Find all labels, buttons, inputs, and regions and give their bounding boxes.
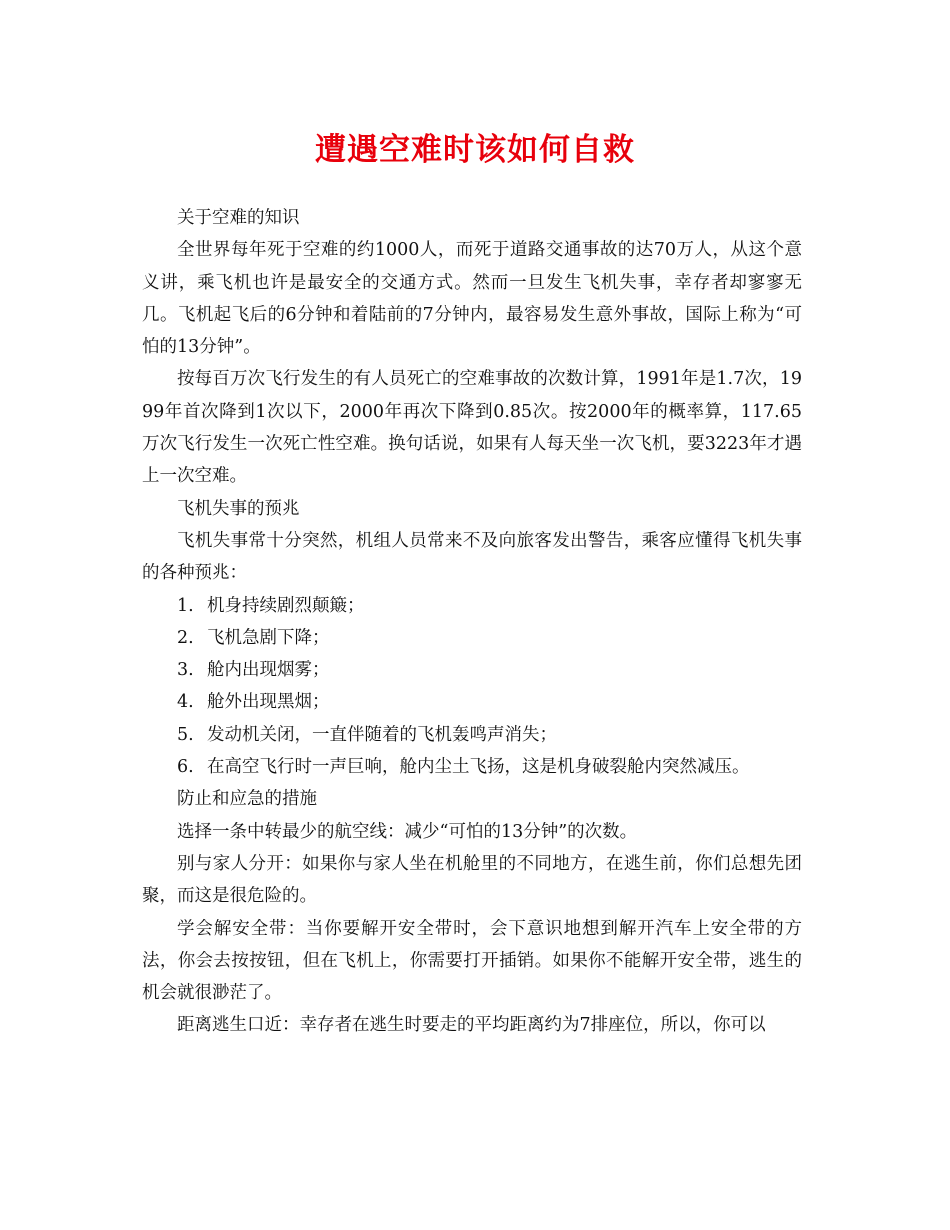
section-heading: 防止和应急的措施 [177, 789, 317, 810]
paragraph: 选择一条中转最少的航空线：减少“可怕的13分钟”的次数。 [177, 821, 638, 842]
section-heading: 关于空难的知识 [177, 208, 300, 228]
list-number: 5. [177, 724, 194, 745]
document-body [142, 202, 802, 1042]
list-text: 机身持续剧烈颠簸； [207, 595, 365, 616]
list-item [142, 686, 802, 718]
list-text: 发动机关闭，一直伴随着的飞机轰鸣声消失； [207, 724, 557, 745]
list-item [142, 590, 802, 622]
document-title: 遭遇空难时该如何自救 [315, 132, 635, 168]
list-item [142, 654, 802, 686]
paragraph: 飞机失事常十分突然，机组人员常来不及向旅客发出警告，乘客应懂得飞机失事的各种预兆： [142, 530, 802, 584]
list-text: 舱内出现烟雾； [207, 660, 330, 681]
list-text: 舱外出现黑烟； [207, 692, 330, 713]
list-number: 1. [177, 595, 194, 616]
section-heading: 飞机失事的预兆 [177, 498, 300, 519]
paragraph: 别与家人分开：如果你与家人坐在机舱里的不同地方，在逃生前，你们总想先团聚，而这是很危险的。 [142, 853, 802, 907]
list-item [142, 719, 802, 751]
list-text: 飞机急剧下降； [207, 627, 330, 648]
paragraph: 按每百万次飞行发生的有人员死亡的空难事故的次数计算，1991年是1.7次，1999年首次降到1次以下，2000年再次下降到0.85次。按2000年的概率算，117.65万次飞行发生一次死亡性空难。换句话说，如果有人每天坐一次飞机，要3223年才遇上一次空难。 [142, 369, 802, 487]
paragraph: 全世界每年死于空难的约1000人，而死于道路交通事故的达70万人，从这个意义讲，乘飞机也许是最安全的交通方式。然而一旦发生飞机失事，幸存者却寥寥无几。飞机起飞后的6分钟和着陆前的7分钟内，最容易发生意外事故，国际上称为“可怕的13分钟”。 [142, 240, 802, 358]
list-item [142, 622, 802, 654]
list-number: 3. [177, 660, 194, 681]
paragraph: 距离逃生口近：幸存者在逃生时要走的平均距离约为7排座位，所以，你可以 [177, 1015, 766, 1036]
paragraph: 学会解安全带：当你要解开安全带时，会下意识地想到解开汽车上安全带的方法，你会去按按钮，但在飞机上，你需要打开插销。如果你不能解开安全带，逃生的机会就很渺茫了。 [142, 918, 802, 1004]
list-number: 6. [177, 757, 194, 778]
list-text: 在高空飞行时一声巨响，舱内尘土飞扬，这是机身破裂舱内突然减压。 [207, 757, 750, 778]
list-item [142, 751, 802, 783]
list-number: 4. [177, 692, 194, 713]
list-number: 2. [177, 627, 194, 648]
